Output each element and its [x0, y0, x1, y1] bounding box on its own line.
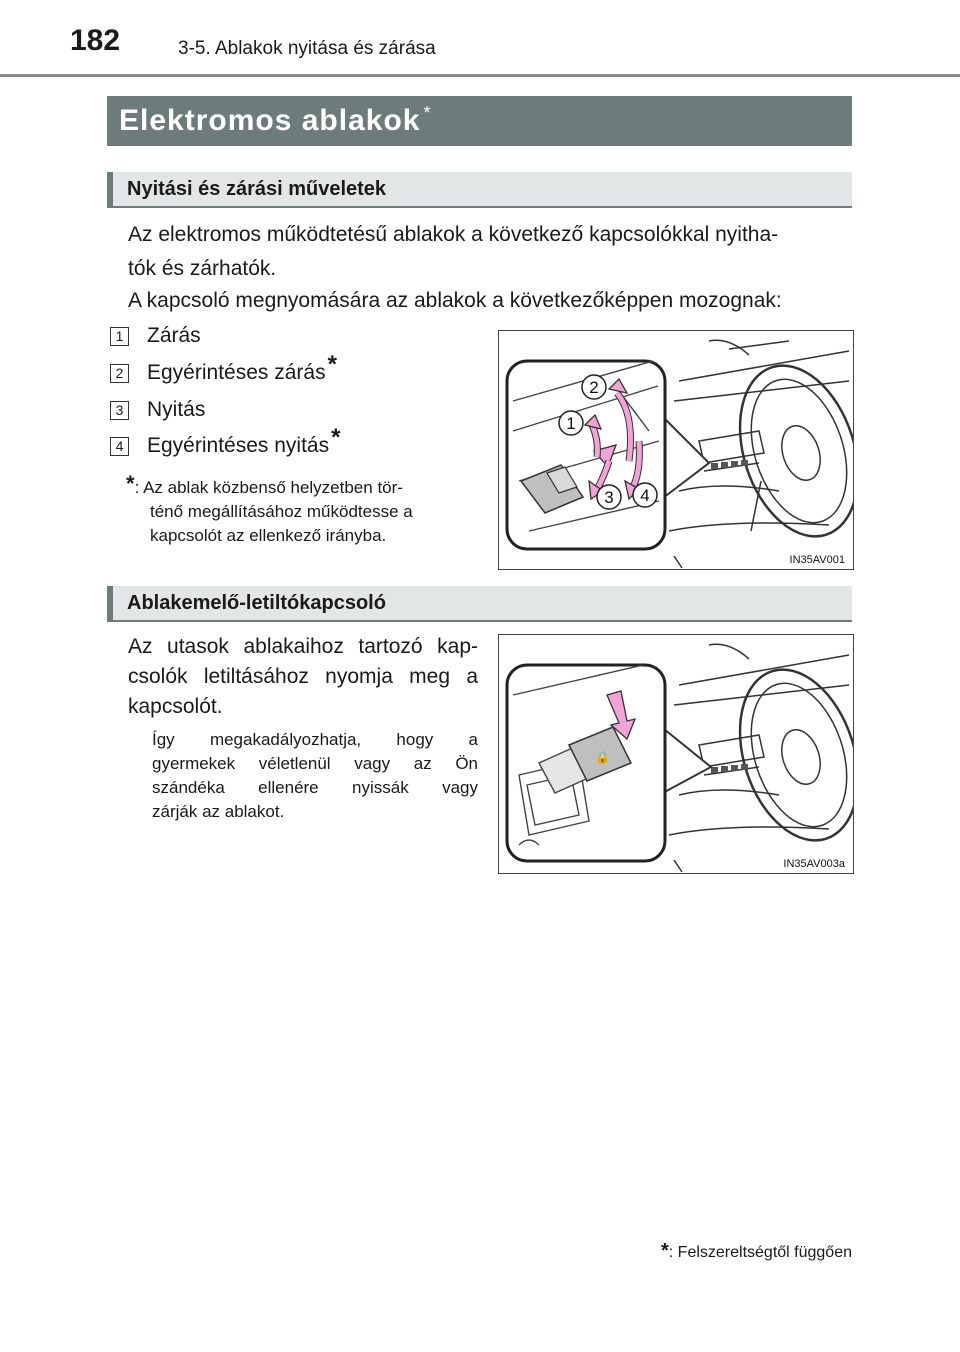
intro-line-2: tók és zárhatók. [128, 257, 277, 280]
figure-lock-switch [498, 634, 854, 874]
lock-line-1: Az utasok ablakaihoz tartozó kap- [128, 635, 478, 658]
callout-1: 1 [566, 414, 576, 433]
item-number: 2 [110, 364, 129, 383]
footnote [124, 471, 478, 548]
star-marker: * [331, 424, 341, 451]
window-switch-illustration [499, 331, 853, 569]
section-title: 3-5. Ablakok nyitása és zárása [178, 38, 436, 59]
item-label: Zárás [147, 324, 201, 347]
figure-code-2: IN35AV003a [783, 858, 845, 870]
figure-window-switches [498, 330, 854, 570]
header-divider [0, 74, 960, 77]
list-item-close [110, 324, 201, 348]
lock-icon: 🔒 [595, 750, 610, 764]
main-heading-marker: * [423, 102, 432, 123]
lock-note [152, 728, 478, 824]
callout-2: 2 [589, 378, 599, 397]
section-heading-lock-switch: Ablakemelő-letiltókapcsoló [107, 586, 852, 622]
note-line-2: gyermekek véletlenül vagy az Ön [152, 754, 478, 773]
footnote-line-1: : Az ablak közbenső helyzetben tör- [134, 478, 403, 497]
item-label: Egyérintéses nyitás [147, 434, 330, 457]
callout-4: 4 [640, 486, 650, 505]
item-label: Egyérintéses zárás [147, 361, 326, 384]
footer-text: : Felszereltségtől függően [668, 1244, 852, 1261]
figure-code-1: IN35AV001 [789, 554, 845, 566]
lock-paragraph [128, 632, 478, 722]
main-heading-title: Elektromos ablakok [119, 104, 421, 137]
item-number: 4 [110, 437, 129, 456]
press-paragraph: A kapcsoló megnyomására az ablakok a következőképpen mozognak: [128, 289, 782, 312]
item-label: Nyitás [147, 398, 206, 421]
intro-line-1: Az elektromos működtetésű ablakok a következő kapcsolókkal nyitha- [128, 223, 779, 246]
footnote-line-3: kapcsolót az ellenkező irányba. [150, 526, 387, 545]
note-line-1: Így megakadályozhatja, hogy a [152, 730, 478, 749]
section-heading-operations: Nyitási és zárási műveletek [107, 172, 852, 208]
footer-note [661, 1240, 852, 1263]
callout-3: 3 [604, 488, 614, 507]
list-item-auto-close [110, 351, 337, 387]
footer-star: * [660, 1240, 669, 1262]
page-number: 182 [70, 24, 121, 57]
lock-line-2: csolók letiltásához nyomja meg a [128, 665, 478, 688]
list-item-open [110, 398, 205, 422]
lock-switch-illustration [499, 635, 853, 873]
intro-paragraph [128, 218, 858, 286]
list-item-auto-open [110, 424, 341, 460]
star-marker: * [327, 351, 337, 378]
item-number: 1 [110, 327, 129, 346]
note-line-4: zárják az ablakot. [152, 802, 285, 821]
footnote-line-2: ténő megállításához működtesse a [150, 502, 413, 521]
note-line-3: szándéka ellenére nyissák vagy [152, 778, 478, 797]
item-number: 3 [110, 401, 129, 420]
footnote-star: * [126, 471, 135, 496]
main-heading [107, 96, 852, 146]
lock-line-3: kapcsolót. [128, 695, 223, 718]
